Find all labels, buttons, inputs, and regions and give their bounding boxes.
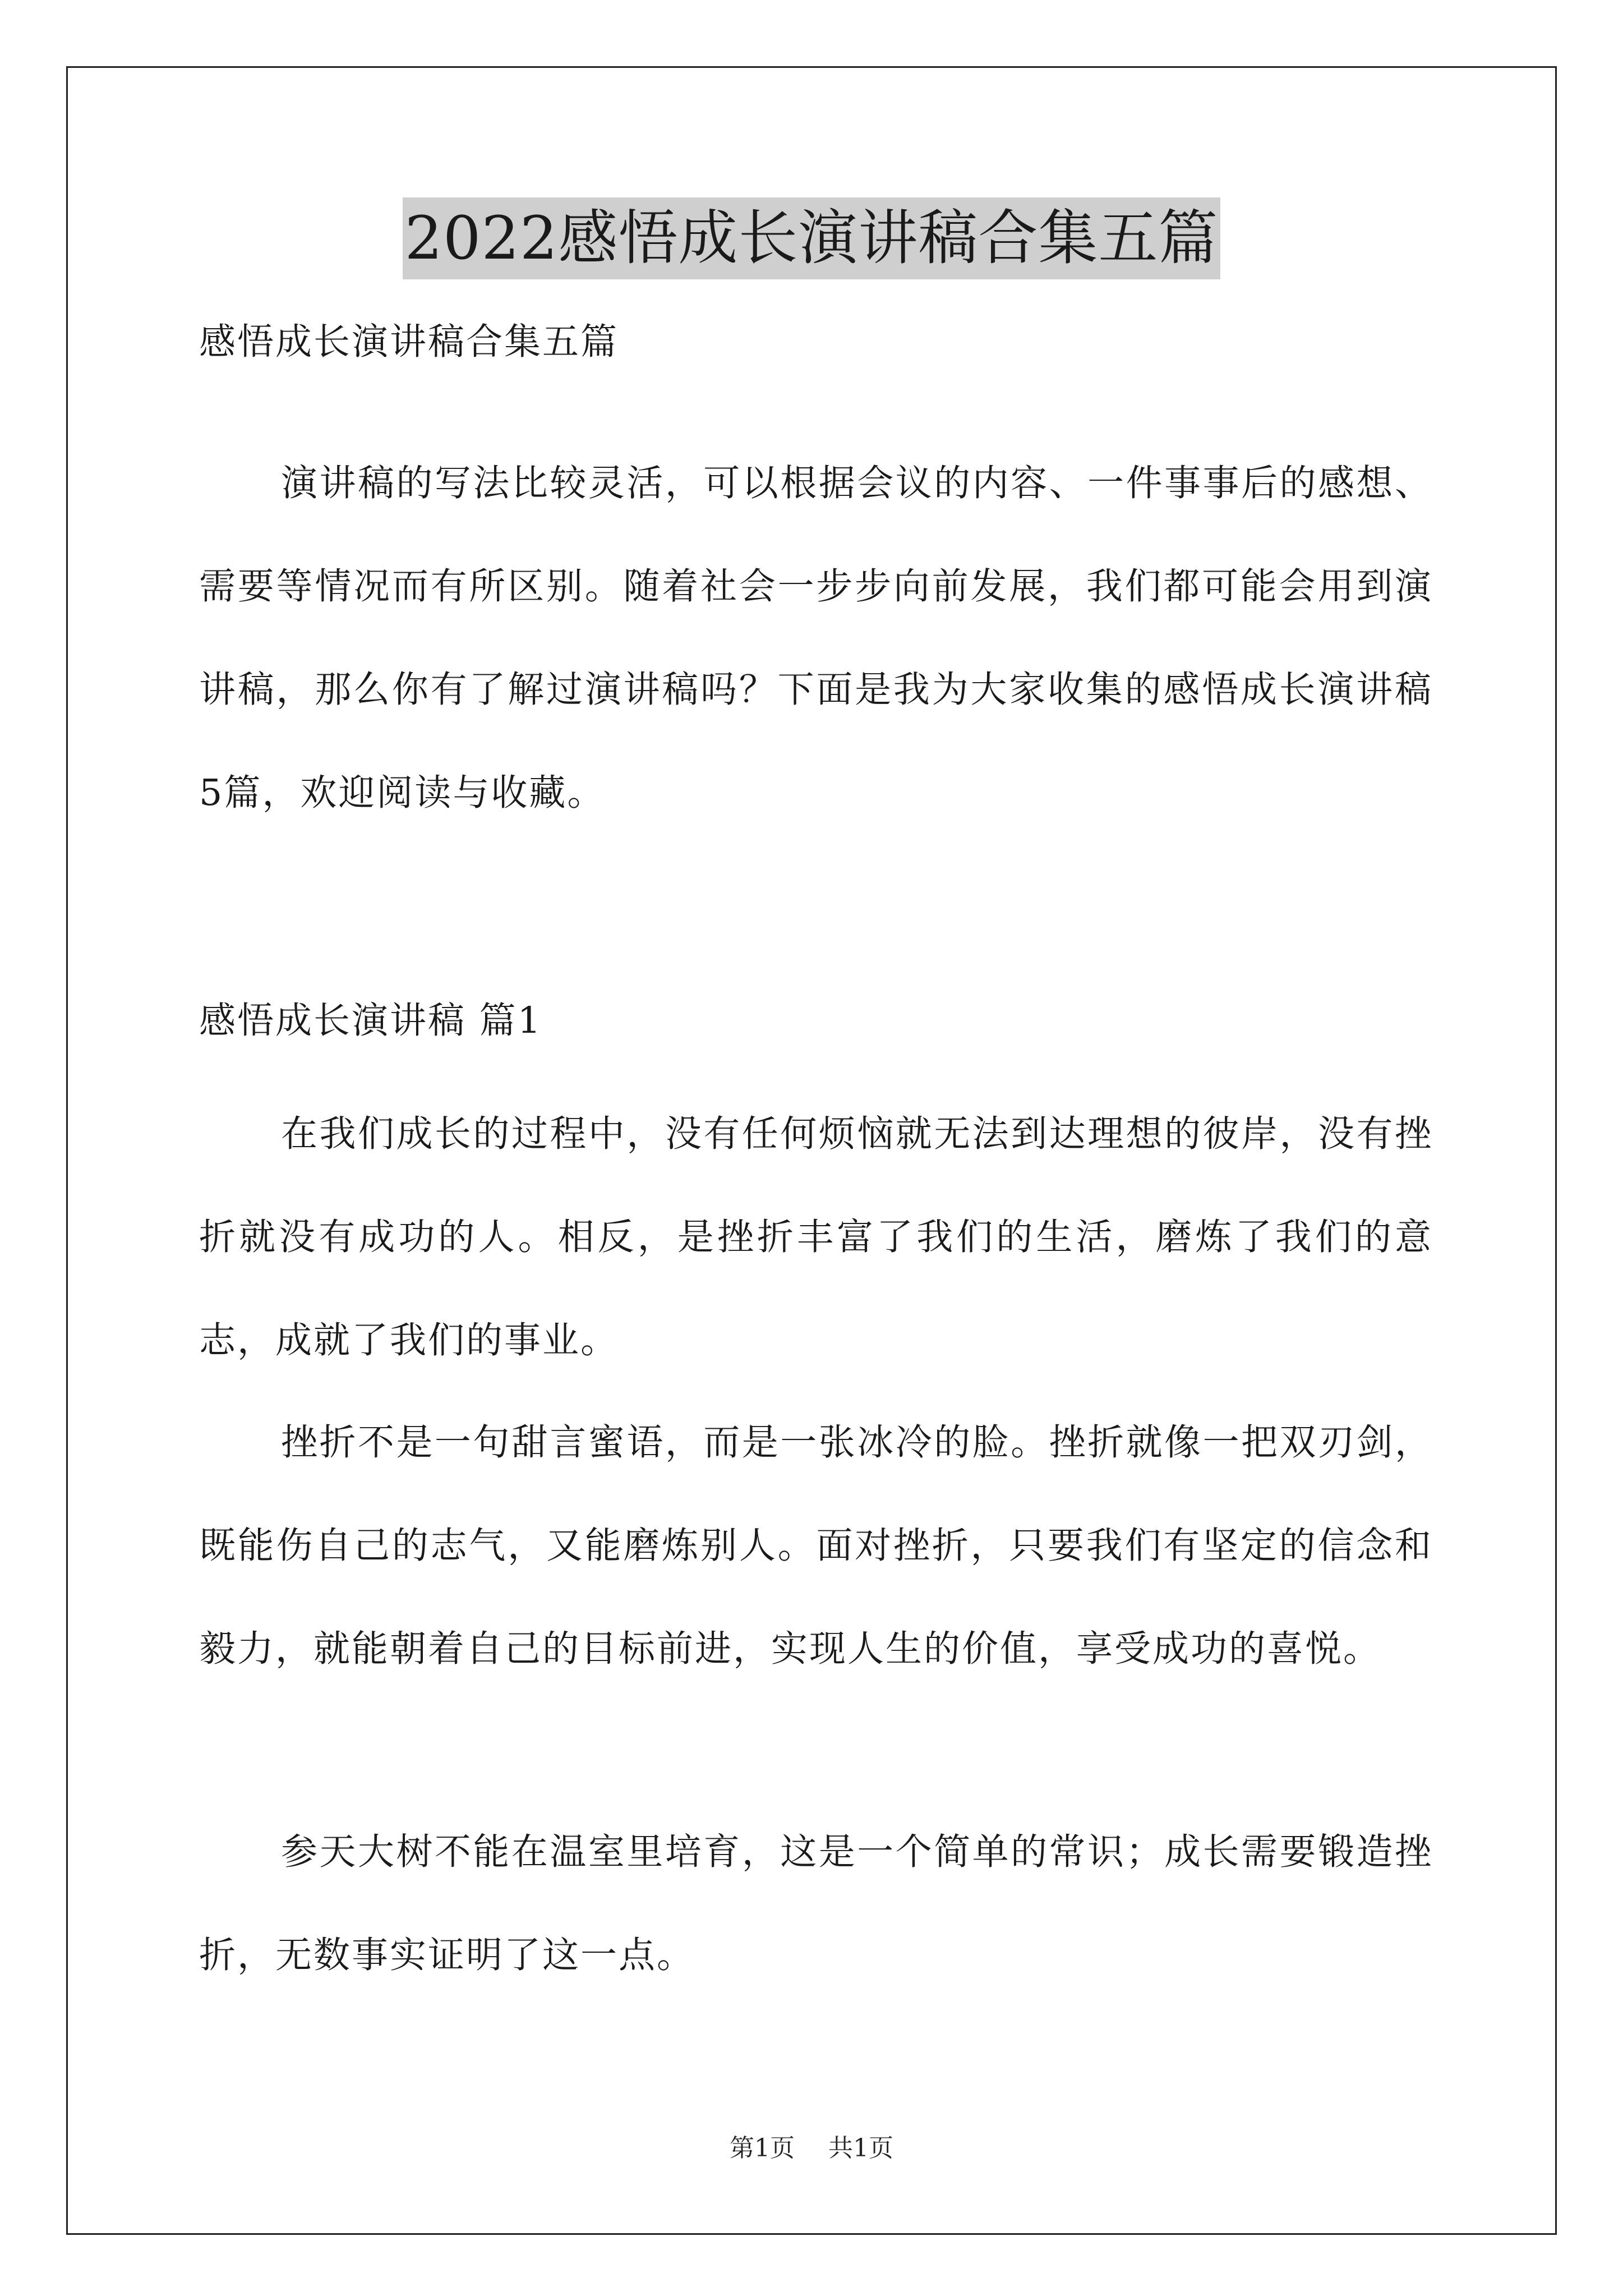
page-number: 第1页 [730,2134,795,2162]
body-paragraph-3: 参天大树不能在温室里培育，这是一个简单的常识；成长需要锻造挫折，无数事实证明了这一点。 [199,1831,1433,1976]
section-heading: 感悟成长演讲稿 篇1 [199,1000,543,1042]
title-container [0,197,1623,279]
document-title: 2022感悟成长演讲稿合集五篇 [403,197,1221,279]
page-total: 共1页 [828,2134,893,2162]
body-paragraph-2: 挫折不是一句甜言蜜语，而是一张冰冷的脸。挫折就像一把双刃剑，既能伤自己的志气，又能磨炼别人。面对挫折，只要我们有坚定的信念和毅力，就能朝着自己的目标前进，实现人生的价值，享受成功的喜悦。 [199,1421,1433,1670]
document-subtitle: 感悟成长演讲稿合集五篇 [199,321,619,363]
page-footer [0,2132,1623,2165]
intro-paragraph: 演讲稿的写法比较灵活，可以根据会议的内容、一件事事后的感想、需要等情况而有所区别。随着社会一步步向前发展，我们都可能会用到演讲稿，那么你有了解过演讲稿吗？下面是我为大家收集的感悟成长演讲稿5篇，欢迎阅读与收藏。 [199,462,1433,814]
body-paragraph-1: 在我们成长的过程中，没有任何烦恼就无法到达理想的彼岸，没有挫折就没有成功的人。相反，是挫折丰富了我们的生活，磨炼了我们的意志，成就了我们的事业。 [199,1113,1433,1361]
